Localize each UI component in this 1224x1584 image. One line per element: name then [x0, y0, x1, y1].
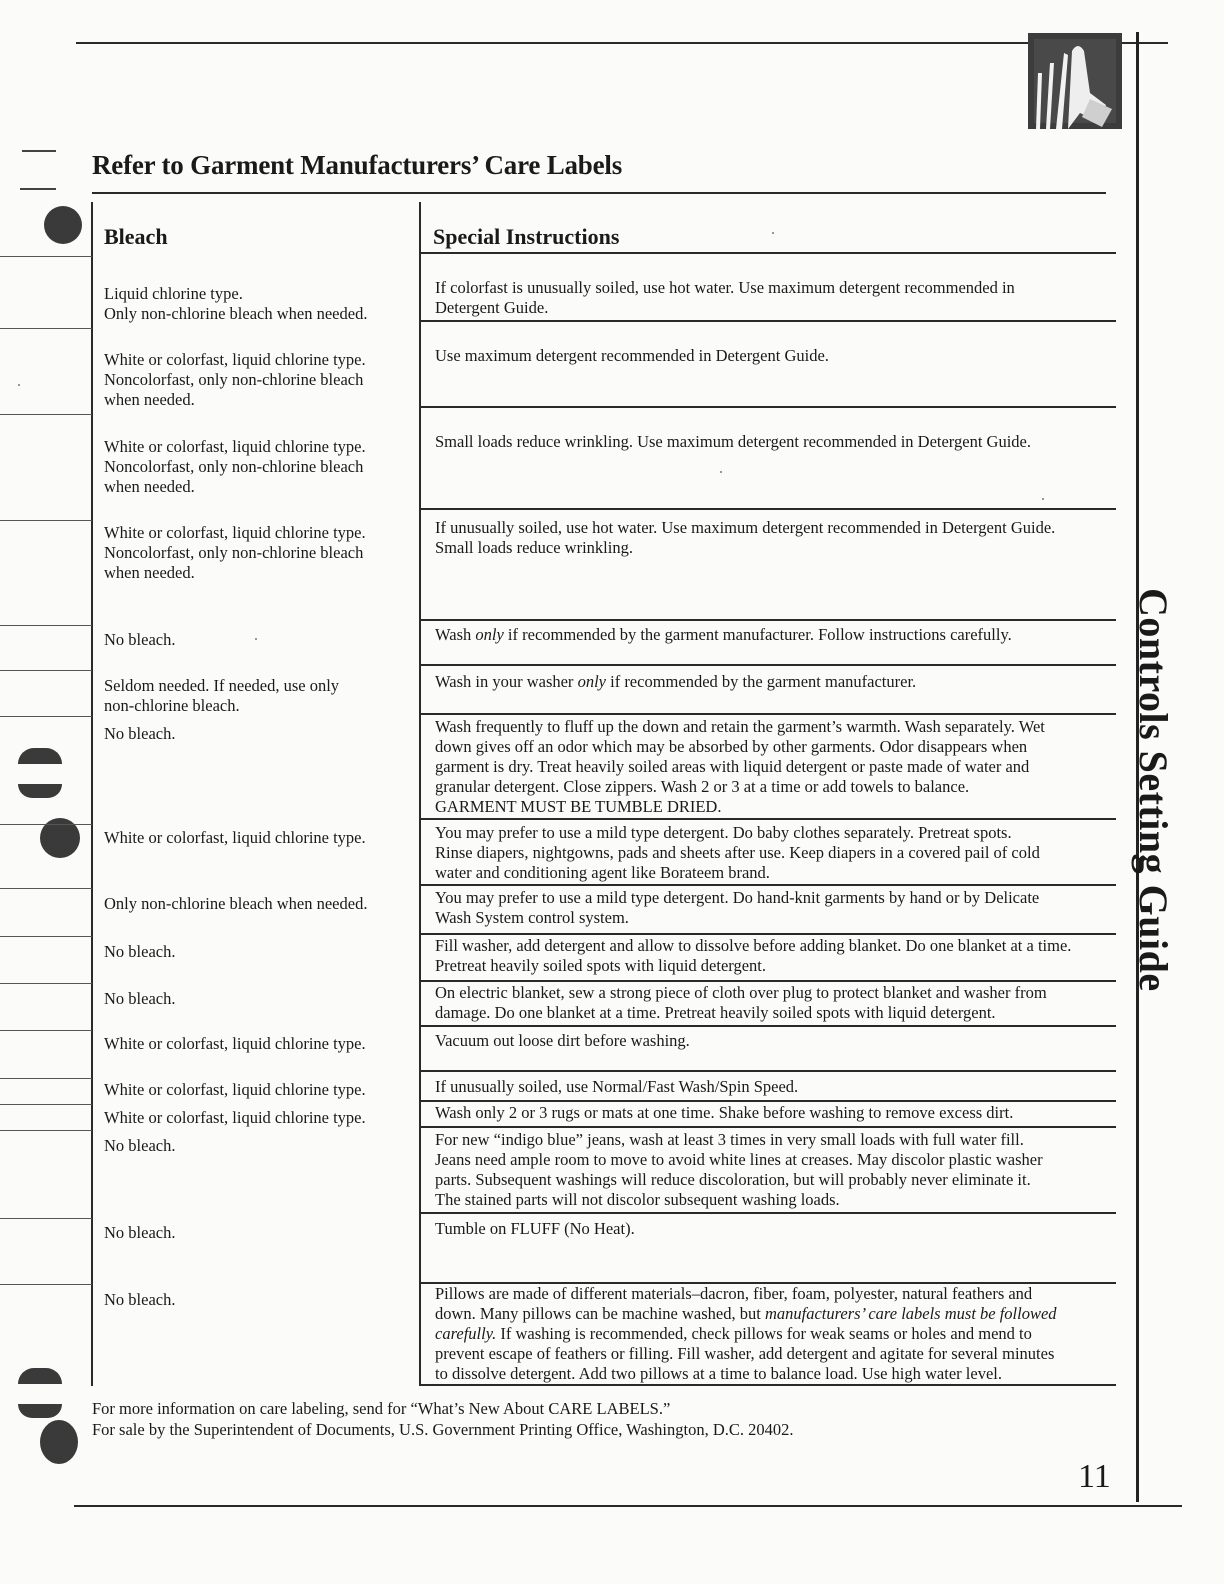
special-instructions-cell: Wash only 2 or 3 rugs or mats at one time. Shake before washing to remove excess dirt. [435, 1103, 1014, 1122]
special-instructions-cell: Small loads reduce wrinkling. Use maximum detergent recommended in Detergent Guide. [435, 432, 1031, 451]
row-rule [420, 980, 1116, 982]
scan-speck [772, 232, 774, 234]
scan-speck [255, 638, 257, 640]
table-column-divider [419, 202, 421, 1386]
special-instructions-cell: Wash in your washer only if recommended by the garment manufacturer. [435, 672, 917, 691]
row-rule-left [0, 414, 92, 415]
scan-speck [720, 471, 722, 473]
special-instructions-cell: Wash only if recommended by the garment manufacturer. Follow instructions carefully. [435, 625, 1012, 644]
special-instructions-cell: Pillows are made of different materials–dacron, fiber, foam, polyester, natural feathers and down. Many pillows can be machine washed, but manufacturers’ care labels must be followed carefully. If washing is recommended, check pillows for weak seams or holes and mend to prevent escape of feathers or filling. Fill washer, add detergent and agitate for several minutes to dissolve detergent. Add two pillows at a time to balance load. Use high water level. [435, 1284, 1057, 1383]
special-instructions-cell: Tumble on FLUFF (No Heat). [435, 1219, 635, 1238]
bleach-cell: No bleach. [104, 1290, 176, 1309]
page-number: 11 [1078, 1458, 1111, 1495]
special-instructions-cell: For new “indigo blue” jeans, wash at least 3 times in very small loads with full water fill. Jeans need ample room to move to avoid white lines at creases. May discolor plastic washer parts. Subsequent washings will reduce discoloration, but will probably never eliminate it. The stained parts will not discolor subsequent washing loads. [435, 1130, 1043, 1209]
row-rule-left [0, 1078, 92, 1079]
special-instructions-cell: Use maximum detergent recommended in Detergent Guide. [435, 346, 829, 365]
bleach-cell: Only non-chlorine bleach when needed. [104, 894, 368, 913]
special-instructions-column-header: Special Instructions [433, 224, 620, 249]
bleach-cell: No bleach. [104, 630, 176, 649]
row-rule-left [0, 1130, 92, 1131]
special-instructions-cell: Wash frequently to fluff up the down and retain the garment’s warmth. Wash separately. Wet down gives off an odor which may be absorbed by other garments. Odor disappears when garment is dry. Treat heavily soiled areas with liquid detergent or paste made of water and granular detergent. Close zippers. Wash 2 or 3 at a time or add towels to balance. GARMENT MUST BE TUMBLE DRIED. [435, 717, 1045, 816]
row-rule [420, 1070, 1116, 1072]
bleach-cell: White or colorfast, liquid chlorine type. [104, 1034, 366, 1053]
title-rule [92, 192, 1106, 194]
bleach-cell: No bleach. [104, 942, 176, 961]
row-rule-left [0, 1104, 92, 1105]
row-rule-left [0, 824, 92, 825]
margin-mark [20, 188, 56, 190]
top-rule [76, 42, 1168, 44]
row-rule [420, 406, 1116, 408]
row-rule-left [0, 888, 92, 889]
row-rule-left [0, 520, 92, 521]
row-rule [420, 713, 1116, 715]
row-rule [420, 1025, 1116, 1027]
row-rule [420, 508, 1116, 510]
special-instructions-cell: Fill washer, add detergent and allow to dissolve before adding blanket. Do one blanket at a time. Pretreat heavily soiled spots with liquid detergent. [435, 936, 1072, 975]
bleach-cell: No bleach. [104, 1223, 176, 1242]
footer-line: For more information on care labeling, send for “What’s New About CARE LABELS.” [92, 1399, 671, 1418]
bleach-cell: No bleach. [104, 724, 176, 743]
bleach-cell: White or colorfast, liquid chlorine type. Noncolorfast, only non-chlorine bleach when needed. [104, 523, 366, 582]
binder-hole-icon [44, 206, 82, 244]
bleach-cell: White or colorfast, liquid chlorine type. [104, 1080, 366, 1099]
row-rule [420, 1384, 1116, 1386]
row-rule [420, 1100, 1116, 1102]
bleach-column-header: Bleach [104, 224, 168, 249]
row-rule-left [0, 328, 92, 329]
row-rule-left [0, 625, 92, 626]
table-left-border [91, 202, 93, 1386]
row-rule [420, 884, 1116, 886]
section-side-title: Controls Setting Guide [1131, 588, 1176, 992]
bottom-rule [74, 1505, 1182, 1507]
footer-note [92, 1398, 794, 1440]
row-rule [420, 1212, 1116, 1214]
header-rule [420, 252, 1116, 254]
row-rule-left [0, 1030, 92, 1031]
row-rule-left [0, 716, 92, 717]
bleach-cell: White or colorfast, liquid chlorine type. Noncolorfast, only non-chlorine bleach when needed. [104, 350, 366, 409]
footer-line: For sale by the Superintendent of Documents, U.S. Government Printing Office, Washington, D.C. 20402. [92, 1420, 794, 1439]
bleach-cell: No bleach. [104, 1136, 176, 1155]
row-rule-left [0, 983, 92, 984]
header-rule-left [0, 256, 92, 257]
row-rule [420, 818, 1116, 820]
bleach-cell: Liquid chlorine type. Only non-chlorine bleach when needed. [104, 284, 368, 323]
row-rule [420, 619, 1116, 621]
binder-hole-icon [18, 1404, 62, 1418]
bleach-cell: White or colorfast, liquid chlorine type. [104, 828, 366, 847]
row-rule-left [0, 936, 92, 937]
special-instructions-cell: On electric blanket, sew a strong piece of cloth over plug to protect blanket and washer from damage. Do one blanket at a time. Pretreat heavily soiled spots with liquid detergent. [435, 983, 1047, 1022]
special-instructions-cell: You may prefer to use a mild type detergent. Do baby clothes separately. Pretreat spots. Rinse diapers, nightgowns, pads and sheets after use. Keep diapers in a covered pail of cold water and conditioning agent like Borateem brand. [435, 823, 1040, 882]
row-rule [420, 1126, 1116, 1128]
special-instructions-cell: If unusually soiled, use Normal/Fast Wash/Spin Speed. [435, 1077, 799, 1096]
row-rule [420, 664, 1116, 666]
bleach-cell: White or colorfast, liquid chlorine type. [104, 1108, 366, 1127]
binder-hole-icon [40, 1420, 78, 1464]
binder-hole-icon [18, 748, 62, 764]
bleach-cell: White or colorfast, liquid chlorine type. Noncolorfast, only non-chlorine bleach when needed. [104, 437, 366, 496]
binder-hole-icon [18, 784, 62, 798]
scan-speck [18, 384, 20, 386]
row-rule-left [0, 1284, 92, 1285]
scan-speck [1042, 498, 1044, 500]
row-rule-left [0, 1218, 92, 1219]
special-instructions-cell: If unusually soiled, use hot water. Use maximum detergent recommended in Detergent Guide. Small loads reduce wrinkling. [435, 518, 1056, 557]
special-instructions-cell: If colorfast is unusually soiled, use hot water. Use maximum detergent recommended in Detergent Guide. [435, 278, 1015, 317]
special-instructions-cell: You may prefer to use a mild type detergent. Do hand-knit garments by hand or by Delicate Wash System control system. [435, 888, 1040, 927]
bleach-cell: No bleach. [104, 989, 176, 1008]
hand-pressing-button-icon [1028, 33, 1122, 129]
margin-mark [22, 150, 56, 152]
bleach-cell: Seldom needed. If needed, use only non-chlorine bleach. [104, 676, 340, 715]
row-rule-left [0, 670, 92, 671]
special-instructions-cell: Vacuum out loose dirt before washing. [435, 1031, 690, 1050]
row-rule [420, 933, 1116, 935]
page-title: Refer to Garment Manufacturers’ Care Labels [92, 150, 623, 180]
binder-hole-icon [18, 1368, 62, 1384]
row-rule [420, 320, 1116, 322]
